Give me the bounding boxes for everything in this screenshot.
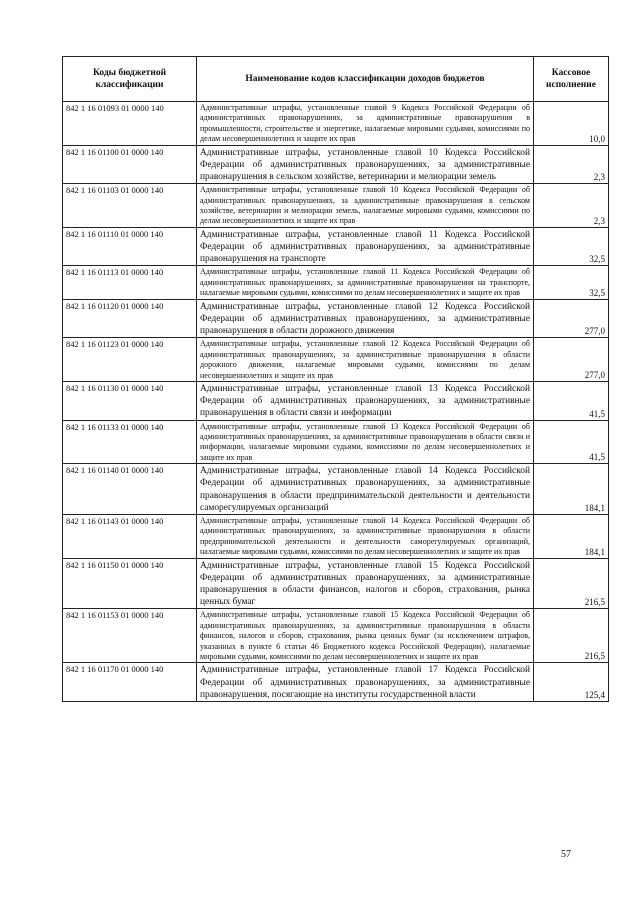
table-header-row (63, 57, 609, 102)
row-code: 842 1 16 01140 01 0000 140 (63, 464, 197, 515)
table-row (63, 464, 609, 515)
table-row (63, 558, 609, 609)
table-row (63, 609, 609, 663)
table-row (63, 420, 609, 464)
row-name: Административные штрафы, установленные главой 15 Кодекса Российской Федерации об административных правонарушениях, за административные правонарушения в области финансов, налогов и сборов, страхования, рынка ценных бумаг (за исключением штрафов, указанных в пункте 6 статьи 46 Бюджетного кодекса Российской Федерации), налагаемые мировыми судьями, комиссиями по делам несовершеннолетних и защите их прав (197, 609, 534, 663)
row-code: 842 1 16 01120 01 0000 140 (63, 299, 197, 338)
revenue-table (62, 56, 609, 702)
table-row (63, 184, 609, 228)
row-amount: 216,5 (534, 558, 609, 609)
table-row (63, 299, 609, 338)
row-amount: 41,5 (534, 420, 609, 464)
row-name: Административные штрафы, установленные главой 13 Кодекса Российской Федерации об административных правонарушениях, за административные правонарушения в области связи и информации, налагаемые мировыми судьями, комиссиями по делам несовершеннолетних и защите их прав (197, 420, 534, 464)
row-name: Административные штрафы, установленные главой 14 Кодекса Российской Федерации об административных правонарушениях, за административные правонарушения в области предпринимательской деятельности и деятельности саморегулируемых организаций, налагаемые мировыми судьями, комиссиями по делам несовершеннолетних и защите их прав (197, 514, 534, 558)
row-name: Административные штрафы, установленные главой 10 Кодекса Российской Федерации об административных правонарушениях, за административные правонарушения в сельском хозяйстве, ветеринарии и мелиорации земель, налагаемые мировыми судьями, комиссиями по делам несовершеннолетних и защите их прав (197, 184, 534, 228)
page-number: 57 (561, 849, 571, 860)
row-name: Административные штрафы, установленные главой 12 Кодекса Российской Федерации об административных правонарушениях, за административные правонарушения в области дорожного движения (197, 299, 534, 338)
table-row (63, 227, 609, 266)
row-amount: 32,5 (534, 227, 609, 266)
row-name: Административные штрафы, установленные главой 12 Кодекса Российской Федерации об административных правонарушениях, за административные правонарушения в области дорожного движения, налагаемые мировыми судьями, комиссиями по делам несовершеннолетних и защите их прав (197, 338, 534, 382)
header-name: Наименование кодов классификации доходов бюджетов (197, 57, 534, 102)
row-amount: 184,1 (534, 464, 609, 515)
row-amount: 32,5 (534, 266, 609, 299)
table-row (63, 266, 609, 299)
row-code: 842 1 16 01093 01 0000 140 (63, 102, 197, 146)
header-amount: Кассовое исполнение (534, 57, 609, 102)
table-row (63, 381, 609, 420)
row-name: Административные штрафы, установленные главой 9 Кодекса Российской Федерации об административных правонарушениях, за административные правонарушения в промышленности, строительстве и энергетике, налагаемые мировыми судьями, комиссиями по делам несовершеннолетних и защите их прав (197, 102, 534, 146)
row-code: 842 1 16 01110 01 0000 140 (63, 227, 197, 266)
table-row (63, 663, 609, 702)
row-amount: 216,5 (534, 609, 609, 663)
row-name: Административные штрафы, установленные главой 11 Кодекса Российской Федерации об административных правонарушениях, за административные правонарушения на транспорте, налагаемые мировыми судьями, комиссиями по делам несовершеннолетних и защите их прав (197, 266, 534, 299)
row-amount: 10,0 (534, 102, 609, 146)
row-name: Административные штрафы, установленные главой 17 Кодекса Российской Федерации об административных правонарушениях, за административные правонарушения, посягающие на институты государственной власти (197, 663, 534, 702)
row-name: Административные штрафы, установленные главой 10 Кодекса Российской Федерации об административных правонарушениях, за административные правонарушения в сельском хозяйстве, ветеринарии и мелиорации земель (197, 145, 534, 184)
row-amount: 184,1 (534, 514, 609, 558)
row-code: 842 1 16 01133 01 0000 140 (63, 420, 197, 464)
row-name: Административные штрафы, установленные главой 15 Кодекса Российской Федерации об административных правонарушениях, за административные правонарушения в области финансов, налогов и сборов, страхования, рынка ценных бумаг (197, 558, 534, 609)
table-row (63, 338, 609, 382)
row-code: 842 1 16 01123 01 0000 140 (63, 338, 197, 382)
row-code: 842 1 16 01153 01 0000 140 (63, 609, 197, 663)
row-code: 842 1 16 01170 01 0000 140 (63, 663, 197, 702)
row-amount: 125,4 (534, 663, 609, 702)
row-code: 842 1 16 01130 01 0000 140 (63, 381, 197, 420)
row-amount: 277,0 (534, 338, 609, 382)
header-codes: Коды бюджетной классификации (63, 57, 197, 102)
table-row (63, 102, 609, 146)
row-name: Административные штрафы, установленные главой 13 Кодекса Российской Федерации об административных правонарушениях, за административные правонарушения в области связи и информации (197, 381, 534, 420)
table-row (63, 145, 609, 184)
table-row (63, 514, 609, 558)
row-name: Административные штрафы, установленные главой 14 Кодекса Российской Федерации об административных правонарушениях, за административные правонарушения в области предпринимательской деятельности и деятельности саморегулируемых организаций (197, 464, 534, 515)
row-amount: 277,0 (534, 299, 609, 338)
row-code: 842 1 16 01103 01 0000 140 (63, 184, 197, 228)
row-code: 842 1 16 01150 01 0000 140 (63, 558, 197, 609)
row-amount: 2,3 (534, 184, 609, 228)
row-name: Административные штрафы, установленные главой 11 Кодекса Российской Федерации об административных правонарушениях, за административные правонарушения на транспорте (197, 227, 534, 266)
row-amount: 41,5 (534, 381, 609, 420)
row-code: 842 1 16 01113 01 0000 140 (63, 266, 197, 299)
row-code: 842 1 16 01100 01 0000 140 (63, 145, 197, 184)
row-code: 842 1 16 01143 01 0000 140 (63, 514, 197, 558)
document-page (62, 56, 608, 702)
row-amount: 2,3 (534, 145, 609, 184)
